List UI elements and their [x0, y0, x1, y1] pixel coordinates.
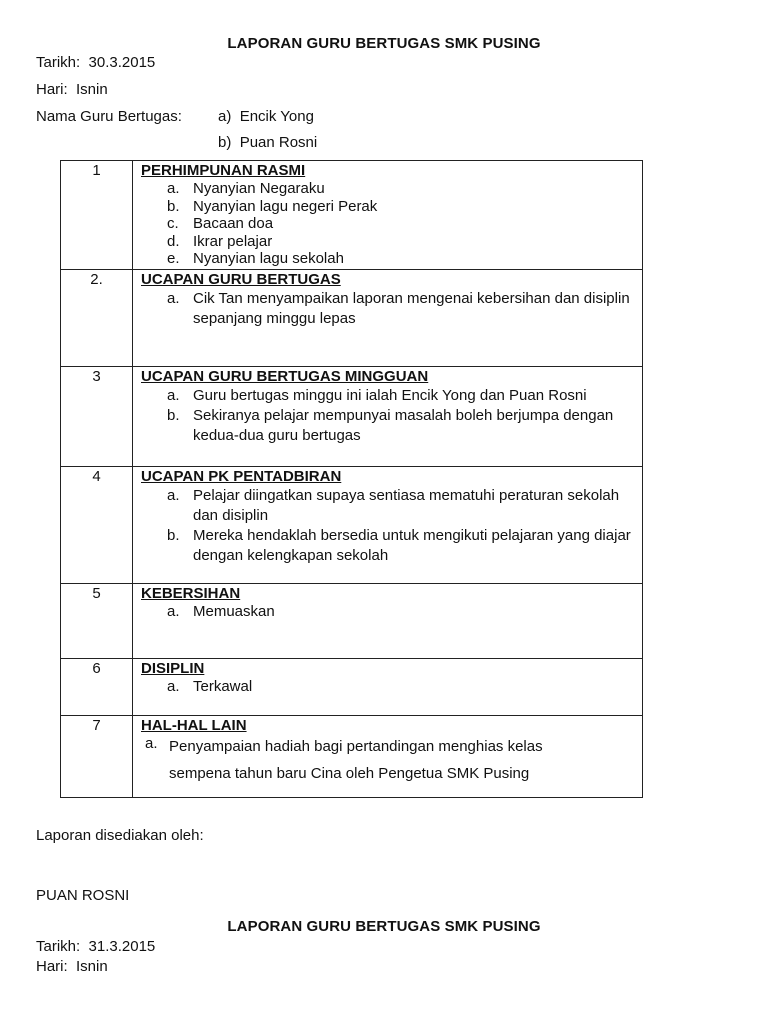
list-item [141, 406, 642, 446]
table-row [61, 367, 643, 467]
item-marker: c. [167, 215, 179, 232]
table-row [61, 716, 643, 798]
list-item [141, 250, 642, 268]
row-heading: HAL-HAL LAIN [141, 717, 247, 734]
report-table [60, 160, 643, 798]
tarikh-line [36, 54, 155, 71]
item-text: Cik Tan menyampaikan laporan mengenai kebersihan dan disiplin sepanjang minggu lepas [193, 290, 630, 327]
list-item [141, 603, 642, 621]
hari-label-2: Hari: [36, 958, 68, 975]
item-marker: a. [167, 678, 180, 695]
report-title-2: LAPORAN GURU BERTUGAS SMK PUSING [227, 918, 541, 935]
guru-a-marker: a) [218, 108, 232, 125]
item-marker: d. [167, 232, 180, 250]
guru-b-marker: b) [218, 134, 232, 151]
item-text: Mereka hendaklah bersedia untuk mengikuti pelajaran yang diajar dengan kelengkapan sekolah [193, 527, 631, 564]
table-row [61, 467, 643, 584]
tarikh-label-2: Tarikh: [36, 938, 81, 955]
list-item [141, 198, 642, 216]
list-item [141, 233, 642, 251]
item-text: Memuaskan [193, 603, 275, 620]
item-marker: a. [167, 180, 180, 197]
row-number: 5 [61, 584, 133, 659]
item-text [169, 735, 642, 789]
item-text: Pelajar diingatkan supaya sentiasa mematuhi peraturan sekolah dan disiplin [193, 487, 620, 524]
row-content [133, 270, 643, 367]
item-text: Terkawal [193, 678, 253, 695]
row-content [133, 467, 643, 584]
row-heading: DISIPLIN [141, 660, 205, 677]
item-text: Nyanyian lagu negeri Perak [193, 197, 378, 215]
row-number: 3 [61, 367, 133, 467]
hari-label: Hari: [36, 81, 68, 98]
hari-line-2 [36, 958, 108, 975]
item-marker: e. [167, 250, 180, 267]
table-row [61, 270, 643, 367]
row-number: 6 [61, 659, 133, 716]
tarikh-line-2 [36, 938, 155, 955]
item-marker: b. [167, 527, 180, 544]
row-content [133, 584, 643, 659]
row-content [133, 367, 643, 467]
item-marker: b. [167, 197, 180, 215]
list-item [141, 180, 642, 198]
table-row [61, 584, 643, 659]
list-item [141, 289, 642, 329]
item-marker: a. [167, 487, 180, 504]
item-marker: a. [167, 603, 180, 620]
item-text: Nyanyian Negaraku [193, 180, 325, 197]
row-number: 7 [61, 716, 133, 798]
row-heading: UCAPAN GURU BERTUGAS [141, 271, 341, 288]
list-item [141, 215, 642, 233]
tarikh-value: 30.3.2015 [88, 54, 156, 71]
item-marker: a. [167, 290, 180, 307]
guru-a [218, 108, 314, 125]
guru-b [218, 134, 317, 151]
list-item [141, 735, 642, 789]
row-content [133, 659, 643, 716]
item-marker: b. [167, 407, 180, 424]
hari-value: Isnin [76, 81, 108, 98]
row-heading: KEBERSIHAN [141, 585, 241, 602]
row-number: 2. [61, 270, 133, 367]
table-row [61, 161, 643, 270]
row-number: 4 [61, 467, 133, 584]
guru-b-name: Puan Rosni [239, 134, 318, 151]
item-text: Nyanyian lagu sekolah [193, 250, 344, 267]
row-number: 1 [61, 161, 133, 270]
tarikh-label: Tarikh: [36, 54, 81, 71]
list-item [141, 678, 642, 696]
prepared-by-label: Laporan disediakan oleh: [36, 827, 204, 844]
table-row [61, 659, 643, 716]
list-item [141, 386, 642, 406]
item-text: Guru bertugas minggu ini ialah Encik Yong dan Puan Rosni [193, 387, 587, 404]
hari-value-2: Isnin [76, 958, 108, 975]
item-marker: a. [167, 387, 180, 404]
nama-guru-label: Nama Guru Bertugas: [36, 108, 182, 125]
item-text-line-1: Penyampaian hadiah bagi pertandingan menghias kelas [169, 738, 543, 755]
signature-name: PUAN ROSNI [36, 887, 130, 904]
row-heading: UCAPAN GURU BERTUGAS MINGGUAN [141, 368, 429, 385]
row-heading: PERHIMPUNAN RASMI [141, 162, 306, 179]
row-content [133, 716, 643, 798]
list-item [141, 526, 642, 566]
list-item [141, 486, 642, 526]
item-text: Bacaan doa [193, 215, 274, 232]
report-title: LAPORAN GURU BERTUGAS SMK PUSING [227, 35, 541, 52]
item-text-line-2: sempena tahun baru Cina oleh Pengetua SMK Pusing [169, 765, 530, 782]
row-heading: UCAPAN PK PENTADBIRAN [141, 468, 342, 485]
guru-a-name: Encik Yong [239, 108, 314, 125]
item-text: Ikrar pelajar [193, 232, 273, 250]
hari-line [36, 81, 108, 98]
item-text: Sekiranya pelajar mempunyai masalah boleh berjumpa dengan kedua-dua guru bertugas [193, 407, 614, 444]
item-marker: a. [145, 735, 158, 752]
row-content [133, 161, 643, 270]
tarikh-value-2: 31.3.2015 [88, 938, 156, 955]
